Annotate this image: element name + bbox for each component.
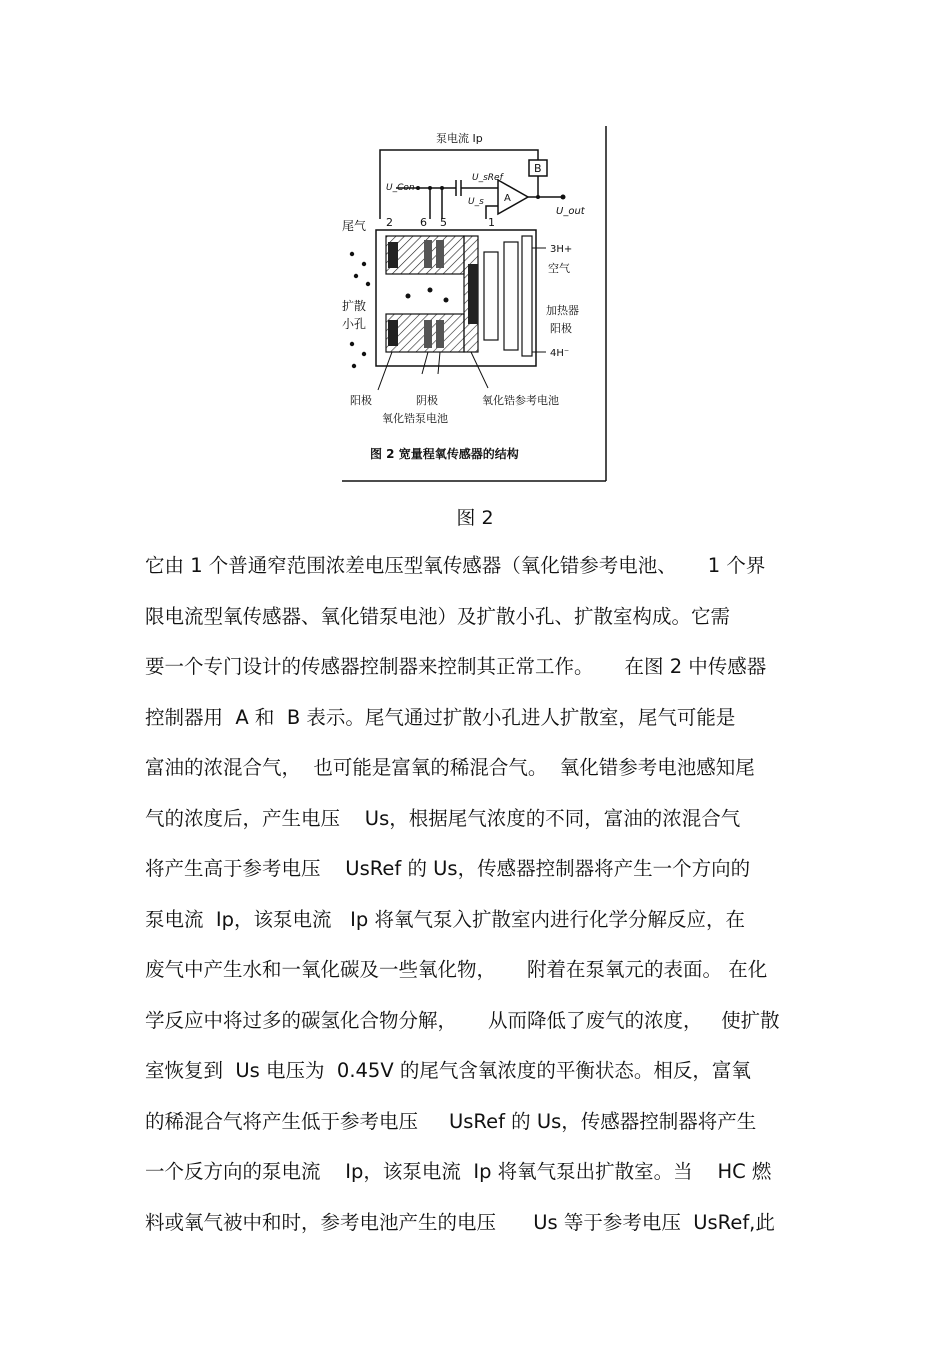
controller-b-label: B [534,162,542,175]
bottom-cathode-label: 阴极 [416,394,438,407]
figure-caption: 图 2 [456,507,494,529]
paragraph-line: 一个反方向的泵电流 Ip，该泵电流 Ip 将氧气泵出扩散室。当 HC 燃 [145,1160,772,1183]
diffusion-hole-label-2: 小孔 [342,317,367,331]
paragraph-line: 富油的浓混合气， 也可能是富氧的稀混合气。 氧化错参考电池感知尾 [145,756,755,779]
uout-label: U_out [556,206,585,217]
paragraph-line: 要一个专门设计的传感器控制器来控制其正常工作。 在图 2 中传感器 [145,655,767,678]
ref-cell-label: 氧化锆参考电池 [482,394,559,407]
pin-1: 1 [488,216,495,229]
paragraph-line: 废气中产生水和一氧化碳及一些氧化物， 附着在泵氧元的表面。 在化 [145,958,768,981]
controller-a-label: A [504,193,511,204]
pump-cell-label: 氧化锆泵电池 [382,412,448,425]
body-paragraph [145,551,825,1258]
label-anode-right: 阳极 [550,322,572,335]
exhaust-label: 尾气 [342,219,367,233]
usref-label: U_sRef [472,173,503,183]
label-4h: 4H⁻ [550,348,570,359]
paragraph-line: 控制器用 A 和 B 表示。尾气通过扩散小孔进人扩散室，尾气可能是 [145,705,736,729]
diffusion-hole-label-1: 扩散 [342,299,367,313]
controller-a-opamp [498,180,528,214]
pin-2: 2 [386,216,393,229]
paragraph-line: 料或氧气被中和时，参考电池产生的电压 Us 等于参考电压 UsRef,此 [145,1210,775,1234]
pin-5: 5 [440,216,447,229]
sensor-structure-figure [338,124,608,484]
paragraph-line: 的稀混合气将产生低于参考电压 UsRef 的 Us，传感器控制器将产生 [145,1109,757,1133]
figure-title: 图 2 宽量程氧传感器的结构 [370,447,519,461]
paragraph-line: 泵电流 Ip，该泵电流 Ip 将氧气泵入扩散室内进行化学分解反应，在 [145,907,745,931]
paragraph-line: 学反应中将过多的碳氢化合物分解， 从而降低了废气的浓度， 使扩散 [145,1008,780,1032]
paragraph-line: 限电流型氧传感器、氧化错泵电池）及扩散小孔、扩散室构成。它需 [145,604,731,628]
paragraph-line: 将产生高于参考电压 UsRef 的 Us，传感器控制器将产生一个方向的 [145,857,751,880]
paragraph-line: 它由 1 个普通窄范围浓差电压型氧传感器（氧化错参考电池、 1 个界 [145,554,766,577]
label-heater: 加热器 [546,304,579,317]
pump-current-label: 泵电流 Ip [436,132,483,145]
bottom-anode-label: 阳极 [350,394,372,407]
label-3h: 3H+ [550,244,573,255]
paragraph-line: 室恢复到 Us 电压为 0.45V 的尾气含氧浓度的平衡状态。相反，富氧 [145,1059,751,1082]
paragraph-line: 气的浓度后，产生电压 Us，根据尾气浓度的不同，富油的浓混合气 [145,806,741,830]
ucon-label: U_Con [386,183,415,193]
us-label: U_s [468,197,484,207]
pin-6: 6 [420,216,427,229]
label-air: 空气 [548,262,570,275]
